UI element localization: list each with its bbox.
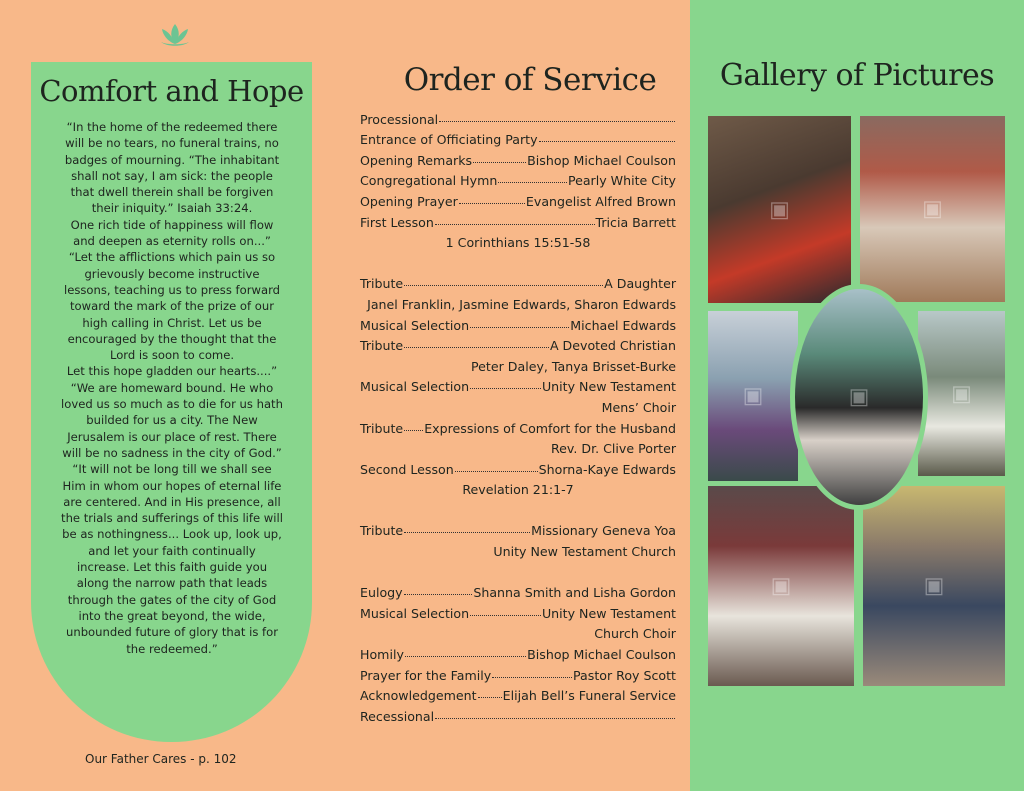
dot-leader: [470, 327, 569, 328]
service-item-label: Opening Prayer: [360, 193, 458, 209]
service-item-label: Tribute: [360, 338, 404, 354]
service-item-label: First Lesson: [360, 214, 434, 230]
service-item: [360, 374, 676, 395]
service-item-label: Tribute: [360, 523, 404, 539]
service-item-label: Prayer for the Family: [360, 667, 492, 683]
dot-leader: [404, 347, 549, 348]
photo-woman-lakeside: [708, 311, 798, 481]
service-item-value: Shorna-Kaye Edwards: [538, 461, 676, 477]
photo-icon: ▣: [742, 383, 764, 409]
service-item-value: Shanna Smith and Lisha Gordon: [473, 585, 676, 601]
comfort-paragraph: One rich tide of happiness will flow and deepen as eternity rolls on...”: [70, 217, 274, 249]
service-item-value: Unity New Testament: [541, 379, 676, 395]
service-item-label: Processional: [360, 111, 439, 127]
service-gap: [360, 250, 676, 271]
service-item: [360, 703, 676, 724]
dot-leader: [492, 677, 572, 678]
service-item-value: Michael Edwards: [570, 317, 676, 333]
photo-oval-frame: [790, 284, 928, 510]
comfort-paragraph: Let this hope gladden our hearts....”: [66, 364, 278, 379]
order-of-service-list: [360, 106, 676, 724]
dot-leader: [470, 615, 541, 616]
service-item-value: Expressions of Comfort for the Husband: [424, 420, 676, 436]
service-item: [360, 168, 676, 189]
photo-woman-brick-wall: [860, 116, 1005, 302]
photo-icon: ▣: [848, 384, 870, 410]
service-item: [360, 518, 676, 539]
comfort-paragraph: “It will not be long till we shall see Him in whom our hopes of eternal life are centered. And in His presence, all the trials and sufferings of this life will be as nothingness... Look up, look up, and let your faith continually increase. Let this faith guide you along the narrow path that leads through the gates of the city of God into the great beyond, the wide, unbounded future of glory that is for the redeemed.”: [61, 462, 283, 656]
service-item-label: Musical Selection: [360, 605, 470, 621]
service-participants: Unity New Testament Church: [493, 544, 676, 560]
photo-icon: ▣: [769, 197, 790, 222]
service-item-value: Tricia Barrett: [595, 214, 676, 230]
service-item-label: Acknowledgement: [360, 688, 477, 704]
service-item: [360, 147, 676, 168]
comfort-text: [61, 119, 283, 657]
service-participants: Church Choir: [594, 626, 676, 642]
service-item: [360, 127, 676, 148]
service-item: [360, 641, 676, 662]
service-item-label: Musical Selection: [360, 317, 470, 333]
dot-leader: [435, 718, 675, 719]
service-item-value: Pearly White City: [567, 173, 676, 189]
comfort-paragraph: “In the home of the redeemed there will be no tears, no funeral trains, no badges of mourning. “The inhabitant shall not say, I am sick: the people that dwell therein shall be forgiven their iniquity.” Isaiah 33:24.: [64, 120, 280, 216]
service-item: [360, 271, 676, 292]
service-item: [360, 580, 676, 601]
photo-woman-white-suit: [708, 486, 854, 686]
service-item-label: Second Lesson: [360, 461, 454, 477]
gallery-title: Gallery of Pictures: [719, 58, 995, 93]
dot-leader: [404, 532, 530, 533]
service-item-value: Missionary Geneva Yoa: [531, 523, 676, 539]
service-item-label: Congregational Hymn: [360, 173, 498, 189]
service-item-value: Unity New Testament: [541, 605, 676, 621]
dot-leader: [459, 203, 525, 204]
photo-couple-white-dress: [918, 311, 1005, 476]
service-item-value: Bishop Michael Coulson: [527, 152, 676, 168]
dot-leader: [455, 471, 538, 472]
service-participants: Peter Daley, Tanya Brisset-Burke: [471, 358, 676, 374]
service-item: [360, 683, 676, 704]
dot-leader: [473, 162, 526, 163]
service-item: [360, 209, 676, 230]
dot-leader: [404, 285, 603, 286]
photo-couple: [708, 116, 851, 303]
service-item: [360, 600, 676, 621]
dot-leader: [539, 141, 675, 142]
service-participants: Rev. Dr. Clive Porter: [550, 441, 676, 457]
service-gap: [360, 559, 676, 580]
service-item: [360, 662, 676, 683]
dot-leader: [470, 388, 541, 389]
photo-icon: ▣: [951, 381, 972, 406]
dot-leader: [404, 430, 423, 431]
photo-icon: ▣: [770, 573, 792, 599]
dot-leader: [404, 594, 473, 595]
comfort-title: Comfort and Hope: [39, 74, 304, 108]
service-item-value: Pastor Roy Scott: [573, 667, 676, 683]
photo-couple-street: [863, 486, 1005, 686]
dot-leader: [435, 224, 595, 225]
service-item-value: A Devoted Christian: [549, 338, 676, 354]
service-scripture: Revelation 21:1-7: [462, 482, 574, 498]
service-item-label: Homily: [360, 647, 404, 663]
service-item: [360, 415, 676, 436]
service-scripture: 1 Corinthians 15:51-58: [445, 235, 591, 251]
photo-icon: ▣: [922, 196, 943, 222]
service-item-value: Elijah Bell’s Funeral Service: [502, 688, 676, 704]
service-participants: Janel Franklin, Jasmine Edwards, Sharon Edwards: [367, 296, 676, 312]
service-item: [360, 106, 676, 127]
lotus-icon: [157, 20, 193, 50]
service-item: [360, 456, 676, 477]
service-item-value: A Daughter: [604, 276, 676, 292]
comfort-source: Our Father Cares - p. 102: [85, 752, 237, 766]
service-item: [360, 312, 676, 333]
service-item-label: Entrance of Officiating Party: [360, 132, 538, 148]
service-item: [360, 333, 676, 354]
dot-leader: [405, 656, 526, 657]
comfort-paragraph: “Let the afflictions which pain us so grievously become instructive lessons, teaching us to press forward toward the mark of the prize of our high calling in Christ. Let us be encouraged by the thought that the Lord is soon to come.: [63, 250, 281, 363]
dot-leader: [498, 182, 567, 183]
service-item-label: Musical Selection: [360, 379, 470, 395]
service-item-label: Eulogy: [360, 585, 403, 601]
service-item-value: Bishop Michael Coulson: [527, 647, 676, 663]
service-gap: [360, 497, 676, 518]
service-item-label: Tribute: [360, 420, 404, 436]
service-participants: Mens’ Choir: [601, 399, 676, 415]
service-item: [360, 188, 676, 209]
photo-icon: ▣: [923, 573, 945, 599]
comfort-paragraph: “We are homeward bound. He who loved us so much as to die for us hath builded for us a city. The New Jerusalem is our place of rest. There will be no sadness in the city of God.”: [61, 380, 283, 460]
service-item-label: Tribute: [360, 276, 404, 292]
order-title: Order of Service: [403, 62, 657, 98]
comfort-panel: [31, 62, 312, 742]
photo-woman-center-oval: [795, 289, 923, 505]
service-item-label: Opening Remarks: [360, 152, 473, 168]
dot-leader: [439, 121, 675, 122]
service-item-label: Recessional: [360, 708, 435, 724]
service-item-value: Evangelist Alfred Brown: [525, 193, 676, 209]
dot-leader: [478, 697, 502, 698]
